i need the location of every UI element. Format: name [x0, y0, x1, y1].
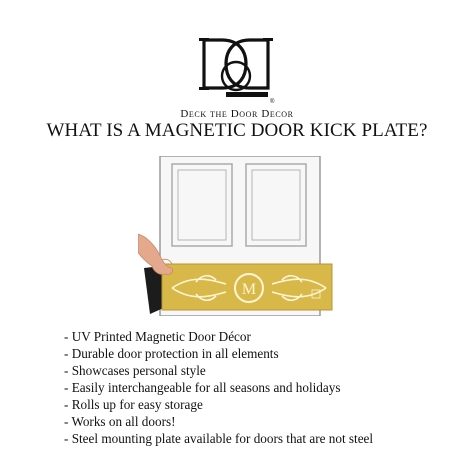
brand-logo-icon — [196, 34, 276, 106]
feature-item: - Showcases personal style — [64, 363, 206, 378]
page-title: WHAT IS A MAGNETIC DOOR KICK PLATE? — [46, 120, 428, 141]
monogram-letter: M — [241, 281, 257, 298]
feature-item: - Rolls up for easy storage — [64, 397, 203, 412]
feature-item: - Steel mounting plate available for doors that are not steel — [64, 431, 374, 446]
feature-item: - UV Printed Magnetic Door Décor — [64, 329, 251, 344]
feature-item: - Durable door protection in all elements — [64, 346, 279, 361]
door-kick-plate-illustration — [138, 156, 338, 316]
feature-item: - Works on all doors! — [64, 414, 176, 429]
feature-item: - Easily interchangeable for all seasons and holidays — [64, 380, 341, 395]
feature-list — [64, 328, 373, 447]
brand-name: Deck the Door Decor — [180, 108, 294, 120]
registered-mark: ® — [270, 99, 275, 105]
